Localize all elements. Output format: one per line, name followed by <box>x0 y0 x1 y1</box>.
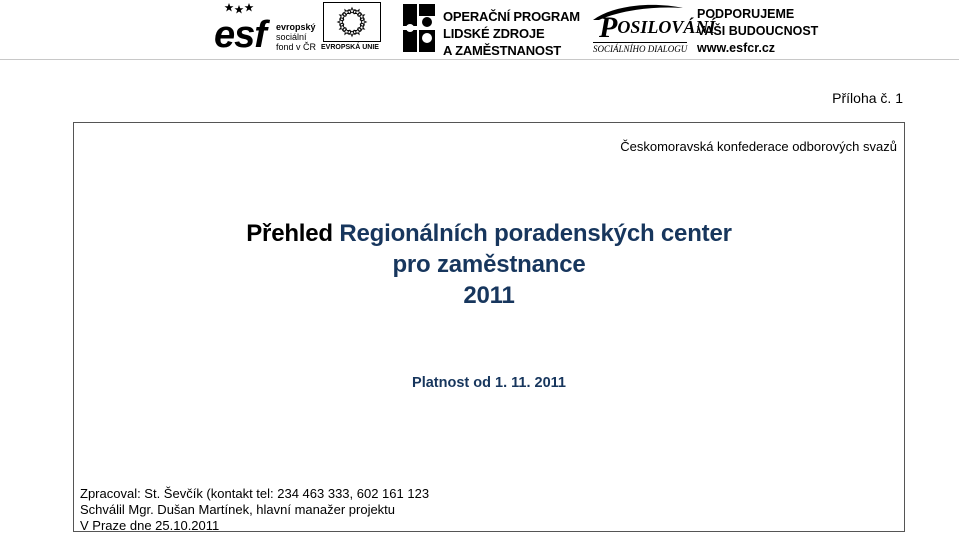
eu-caption: EVROPSKÁ UNIE <box>321 44 379 51</box>
footer-prepared-by: Zpracoval: St. Ševčík (kontakt tel: 234 463 333, 602 161 123 <box>80 486 430 501</box>
document-frame <box>73 122 905 532</box>
op-line: LIDSKÉ ZDROJE <box>443 26 545 41</box>
support-url: www.esfcr.cz <box>697 41 776 55</box>
footer-place-date: V Praze dne 25.10.2011 <box>80 518 220 533</box>
op-lzz-logo <box>401 2 581 56</box>
support-logo <box>697 6 837 56</box>
posilovani-rest: OSILOVÁNÍ <box>617 17 716 37</box>
title-line-3: 2011 <box>463 282 515 309</box>
document-title <box>73 218 905 311</box>
esf-logo <box>214 2 318 54</box>
support-line: PODPORUJEME <box>697 7 795 21</box>
op-lzz-text <box>443 8 580 59</box>
esf-caption <box>276 22 316 52</box>
header-divider <box>0 59 959 60</box>
op-line: A ZAMĚSTNANOST <box>443 43 562 58</box>
organization-name: Českomoravská konfederace odborových svazů <box>620 139 897 154</box>
title-line-2: pro zaměstnance <box>392 251 586 278</box>
esf-caption-line: sociální <box>276 32 307 42</box>
esf-caption-line: fond v ČR <box>276 42 317 52</box>
op-line: OPERAČNÍ PROGRAM <box>443 9 580 24</box>
eu-flag-icon <box>323 2 381 42</box>
annex-label: Příloha č. 1 <box>832 90 903 106</box>
eu-logo <box>321 2 383 54</box>
footer-approved-by: Schválil Mgr. Dušan Martínek, hlavní manažer projektu <box>80 502 396 517</box>
validity-date: Platnost od 1. 11. 2011 <box>412 375 566 391</box>
title-word-prehled: Přehled <box>246 220 340 247</box>
support-line: VAŠI BUDOUCNOST <box>697 24 819 38</box>
esf-caption-line: evropský <box>276 22 316 32</box>
posilovani-cap: P <box>599 11 618 44</box>
op-puzzle-icon <box>401 2 437 54</box>
title-line-1-rest: Regionálních poradenských center <box>339 220 732 247</box>
logo-bar <box>0 0 959 60</box>
document-footer <box>80 486 429 534</box>
posilovani-subtitle: SOCIÁLNÍHO DIALOGU <box>593 44 688 54</box>
title-line-1 <box>73 218 905 249</box>
esf-letters: esf <box>214 14 266 56</box>
posilovani-logo <box>585 2 716 56</box>
